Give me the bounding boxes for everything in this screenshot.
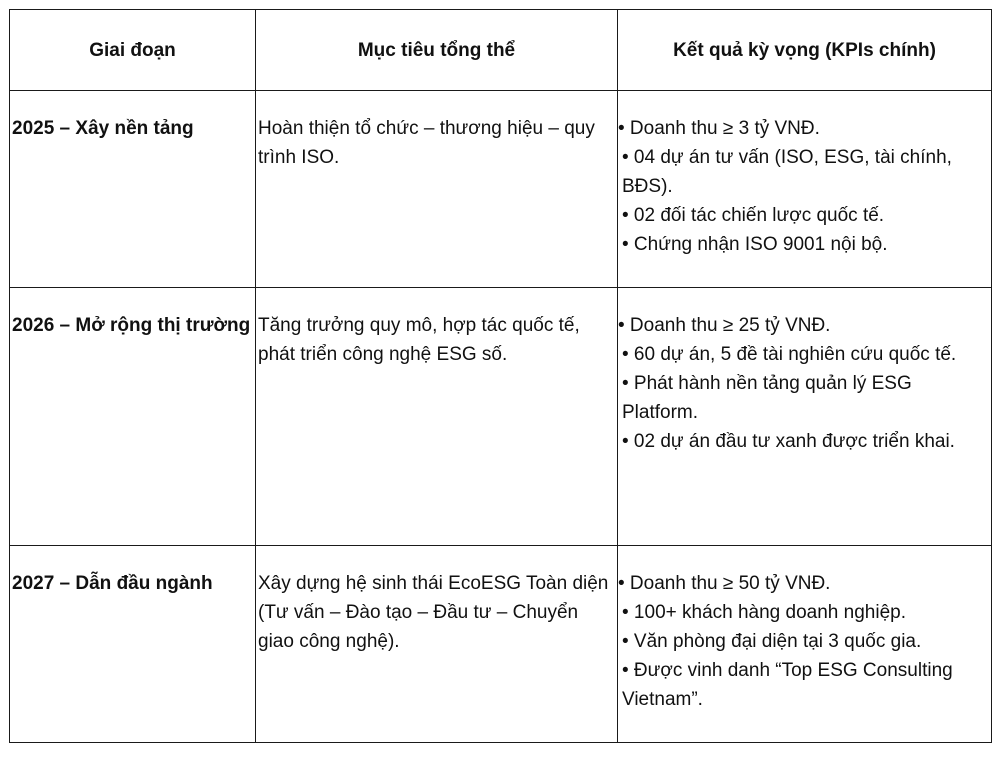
goal-cell — [256, 288, 618, 546]
kpi-cell — [618, 91, 992, 288]
kpi-item: • Văn phòng đại diện tại 3 quốc gia. — [622, 631, 922, 652]
table-row — [10, 546, 992, 743]
goal-text: Hoàn thiện tổ chức – thương hiệu – quy trình ISO. — [258, 118, 595, 168]
kpi-item: • 02 dự án đầu tư xanh được triển khai. — [622, 431, 955, 452]
table-header-row — [10, 10, 992, 91]
kpi-item: • Phát hành nền tảng quản lý ESG Platform. — [622, 373, 912, 423]
header-goal: Mục tiêu tổng thể — [256, 10, 618, 91]
kpi-cell — [618, 546, 992, 743]
header-kpis: Kết quả kỳ vọng (KPIs chính) — [618, 10, 992, 91]
kpi-item: • 04 dự án tư vấn (ISO, ESG, tài chính, BĐS). — [622, 147, 952, 197]
table-row — [10, 91, 992, 288]
kpi-item: • Chứng nhận ISO 9001 nội bộ. — [622, 234, 888, 255]
roadmap-table — [9, 9, 992, 743]
phase-cell — [10, 546, 256, 743]
goal-text: Tăng trưởng quy mô, hợp tác quốc tế, phát triển công nghệ ESG số. — [258, 315, 580, 365]
phase-label: 2026 – Mở rộng thị trường — [12, 315, 251, 336]
table-row — [10, 288, 992, 546]
kpi-item: • 100+ khách hàng doanh nghiệp. — [622, 602, 906, 623]
goal-cell — [256, 546, 618, 743]
kpi-item: • 02 đối tác chiến lược quốc tế. — [622, 205, 885, 226]
phase-label: 2025 – Xây nền tảng — [12, 118, 194, 139]
kpi-cell — [618, 288, 992, 546]
kpi-item: • 60 dự án, 5 đề tài nghiên cứu quốc tế. — [622, 344, 957, 365]
goal-cell — [256, 91, 618, 288]
goal-text: Xây dựng hệ sinh thái EcoESG Toàn diện (Tư vấn – Đào tạo – Đầu tư – Chuyển giao công nghệ). — [258, 573, 609, 652]
phase-label: 2027 – Dẫn đầu ngành — [12, 573, 213, 594]
kpi-item: • Doanh thu ≥ 25 tỷ VNĐ. — [618, 315, 831, 336]
phase-cell — [10, 288, 256, 546]
phase-cell — [10, 91, 256, 288]
kpi-item: • Doanh thu ≥ 3 tỷ VNĐ. — [618, 118, 820, 139]
kpi-item: • Doanh thu ≥ 50 tỷ VNĐ. — [618, 573, 831, 594]
kpi-item: • Được vinh danh “Top ESG Consulting Vietnam”. — [622, 660, 953, 710]
header-phase: Giai đoạn — [10, 10, 256, 91]
